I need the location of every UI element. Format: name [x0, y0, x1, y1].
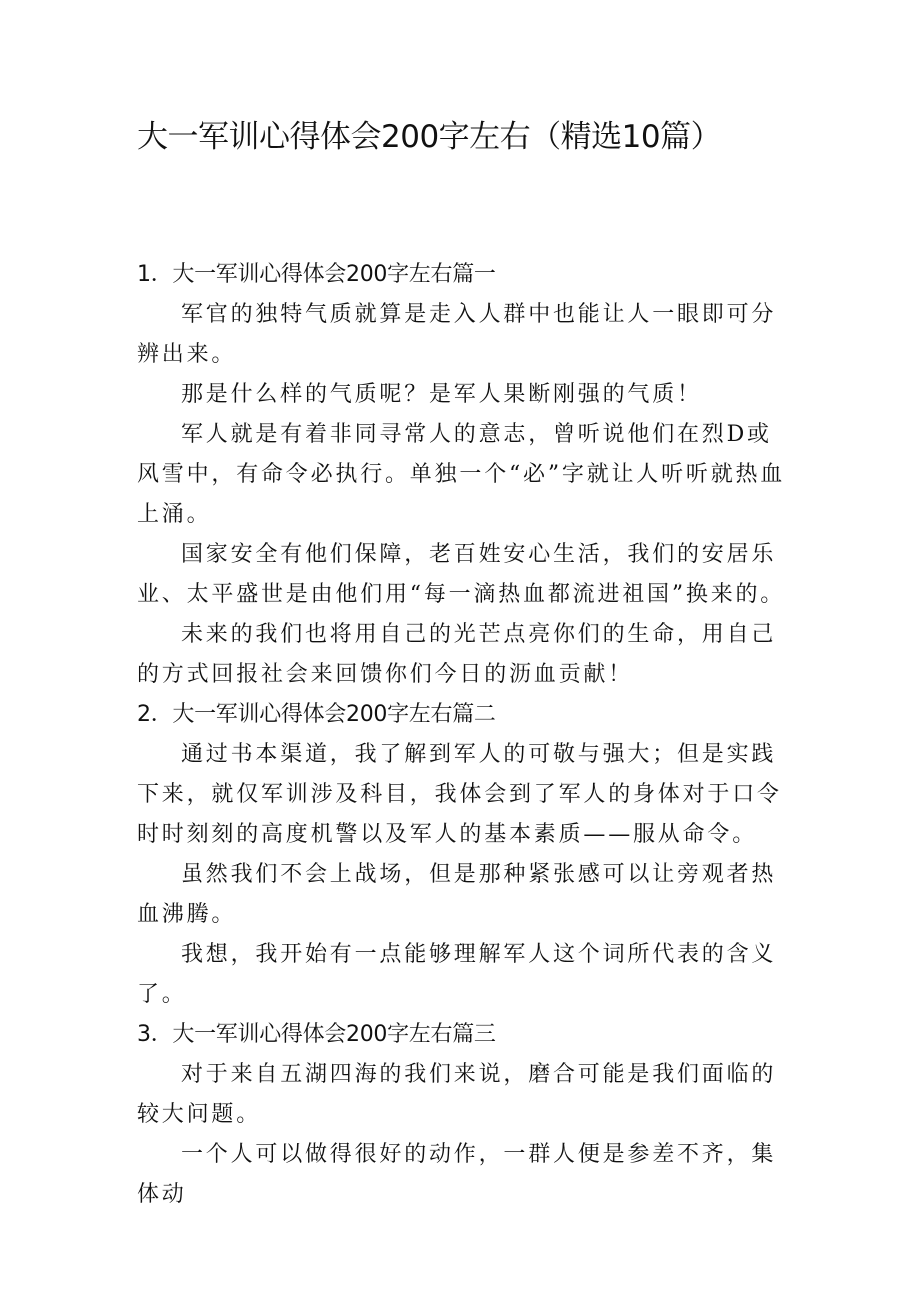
- paragraph: 未来的我们也将用自己的光芒点亮你们的生命，用自己的方式回报社会来回馈你们今日的沥血贡献！: [137, 622, 777, 687]
- section-heading: 1．大一军训心得体会200字左右篇一: [137, 262, 496, 287]
- section-heading: 3．大一军训心得体会200字左右篇三: [137, 1022, 496, 1047]
- paragraph: 国家安全有他们保障，老百姓安心生活，我们的安居乐业、太平盛世是由他们用“每一滴热血都流进祖国”换来的。: [137, 542, 786, 607]
- paragraph: 我想，我开始有一点能够理解军人这个词所代表的含义了。: [137, 942, 777, 1007]
- paragraph: 虽然我们不会上战场，但是那种紧张感可以让旁观者热血沸腾。: [137, 862, 777, 927]
- section-1: [137, 255, 787, 695]
- paragraph: 军官的独特气质就算是走入人群中也能让人一眼即可分辨出来。: [137, 302, 777, 367]
- paragraph: 一个人可以做得很好的动作，一群人便是参差不齐，集体动: [137, 1142, 777, 1207]
- document-title: 大一军训心得体会200字左右（精选10篇）: [137, 119, 722, 155]
- section-2: [137, 695, 787, 1015]
- section-3: [137, 1015, 787, 1215]
- paragraph: 那是什么样的气质呢？是军人果断刚强的气质！: [181, 382, 702, 407]
- paragraph: 对于来自五湖四海的我们来说，磨合可能是我们面临的较大问题。: [137, 1062, 777, 1127]
- paragraph: 通过书本渠道，我了解到军人的可敬与强大；但是实践下来，就仅军训涉及科目，我体会到了军人的身体对于口令时时刻刻的高度机警以及军人的基本素质——服从命令。: [137, 742, 782, 847]
- section-heading: 2．大一军训心得体会200字左右篇二: [137, 702, 496, 727]
- document-body: [137, 255, 787, 1215]
- paragraph: 军人就是有着非同寻常人的意志，曾听说他们在烈D或风雪中，有命令必执行。单独一个“必”字就让人听听就热血上涌。: [137, 422, 786, 527]
